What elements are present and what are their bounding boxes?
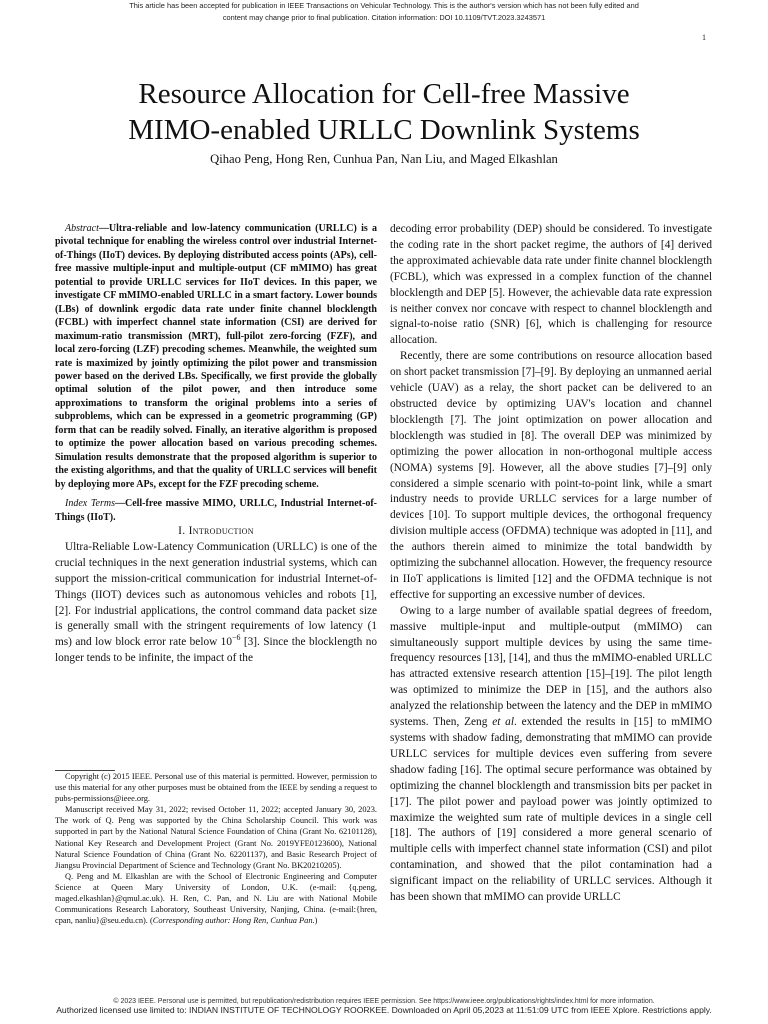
intro-paragraph-text: Ultra-Reliable Low-Latency Communication (URLLC) is one of the crucial techniques in the next generation industrial systems, which can support the mission-critical communication for industrial Internet-of-Things (IIOT) devices such as autonomous vehicles and robots [1], [2]. For industrial applications, the control command data packet size is generally small with the stringent requirements of low latency (1 ms) and low block error rate below 10 bbox=[55, 540, 377, 649]
body-paragraph-3-text-end: . extended the results in [15] to mMIMO systems with shadow fading, demonstrating that mMIMO can provide URLLC services for multiple devices even suffering from severe shadow fading [16]. The optimal secure performance was obtained by optimizing the channel blocklength and transmission bits per packet in [17]. The pilot power and payload power was jointly optimized to maximize the weighted sum rate of multiple devices in a single cell [18]. The authors of [19] considered a more general scenario of multiple cells with imperfect channel state information (CSI) and pilot contamination, and showed that the pilot contamination had a significant impact on the reliability of URLLC services. Although it has been shown that mMIMO can provide URLLC bbox=[390, 716, 712, 904]
publication-notice-line1: This article has been accepted for publication in IEEE Transactions on Vehicular Technology. This is the author's version which has not been fully edited and bbox=[129, 1, 639, 10]
paper-title-line2: MIMO-enabled URLLC Downlink Systems bbox=[128, 114, 640, 146]
publication-notice-line2: content may change prior to final publication. Citation information: DOI 10.1109/TVT.2023.3243571 bbox=[222, 13, 546, 22]
footnote-copyright: Copyright (c) 2015 IEEE. Personal use of this material is permitted. However, permission to use this material for any other purposes must be obtained from the IEEE by sending a request to pubs-permissions@ieee.org. bbox=[55, 772, 377, 804]
license-notice: Authorized licensed use limited to: INDIAN INSTITUTE OF TECHNOLOGY ROORKEE. Downloaded on April 05,2023 at 11:51:09 UTC from IEEE Xplore. Restrictions apply. bbox=[56, 1005, 712, 1015]
footnote-manuscript: Manuscript received May 31, 2022; revised October 11, 2022; accepted January 30, 2023. The work of Q. Peng was supported by the China Scholarship Council. This work was supported in part by the National Natural Science Foundation of China (Grant No. 62101128), National Key Research and Development Project (Grant No. 2019YFE0123600), National Natural Science Foundation of China (Grant No. 62201137), and Basic Research Project of Jiangsu Provincial Department of Science and Technology (Grant No. BK20210205). bbox=[55, 805, 377, 870]
index-terms bbox=[55, 497, 377, 524]
body-paragraph-3-text: Owing to a large number of available spatial degrees of freedom, massive multiple-input and multiple-output (mMIMO) can simultaneously support multiple devices by using the same time-frequency resources [13], [14], and thus the mMIMO-enabled URLLC has attracted extensive research attention [15]–[19]. The pilot length was optimized to minimize the DEP in [15], and the authors also analyzed the relationship between the latency and the DEP in mMIMO systems. Then, Zeng bbox=[390, 604, 712, 729]
et-al: et al bbox=[492, 716, 514, 729]
publication-notice bbox=[0, 0, 768, 24]
right-column bbox=[390, 222, 712, 906]
intro-paragraph-text-end: [3]. Since the blocklength no longer tends to be infinite, the impact of the bbox=[55, 636, 377, 665]
corresponding-author: Corresponding author: Hong Ren, Cunhua Pan. bbox=[152, 916, 315, 926]
footnotes bbox=[55, 770, 377, 926]
left-column bbox=[55, 222, 377, 667]
footnote-affiliations-close: ) bbox=[314, 916, 318, 926]
exponent: −6 bbox=[231, 633, 241, 643]
intro-paragraph bbox=[55, 540, 377, 667]
index-terms-lead: Index Terms bbox=[65, 498, 115, 510]
body-paragraph-1: decoding error probability (DEP) should be considered. To investigate the coding rate in the short packet regime, the authors of [4] derived the approximated achievable data rate under finite channel blocklength (FCBL), which was expressed in a complex function of the channel blocklength and DEP [5]. However, the achievable data rate expression is neither convex nor concave with respect to channel blocklength and signal-to-noise ratio (SNR) [6], which is challenging for resource allocation. bbox=[390, 223, 712, 347]
paper-title bbox=[0, 76, 768, 148]
body-paragraph-3 bbox=[390, 604, 712, 906]
copyright-notice: © 2023 IEEE. Personal use is permitted, but republication/redistribution requires IEEE permission. See https://www.ieee.org/publications/rights/index.html for more information. bbox=[113, 998, 655, 1005]
footnote-affiliations bbox=[55, 871, 377, 926]
paper-title-line1: Resource Allocation for Cell-free Massive bbox=[138, 78, 630, 110]
author-list: Qihao Peng, Hong Ren, Cunhua Pan, Nan Liu, and Maged Elkashlan bbox=[210, 152, 558, 166]
abstract-text: —Ultra-reliable and low-latency communication (URLLC) is a pivotal technique for enabling the wireless control over industrial Internet-of-Things (IIoT) devices. By deploying distributed access points (APs), cell-free massive multiple-input and multiple-output (CF mMIMO) has great potential to provide URLLC services for IIoT devices. In this paper, we investigate CF mMIMO-enabled URLLC in a smart factory. Lower bounds (LBs) of downlink ergodic data rate under finite channel blocklength (FCBL) with imperfect channel state information (CSI) are derived for maximum-ratio transmission (MRT), full-pilot zero-forcing (FZF), and local zero-forcing (LZF) precoding schemes. Meanwhile, the weighted sum rate is maximized by jointly optimizing the pilot power and transmission power based on the derived LBs. Specifically, we first provide the globally optimal solution of the pilot power, and then introduce some approximations to transform the original problems into a series of subproblems, which can be expressed in a geometric programming (GP) form that can be readily solved. Finally, an iterative algorithm is proposed to optimize the power allocation based on various precoding schemes. Simulation results demonstrate that the proposed algorithm is superior to the existing algorithms, and that the quality of URLLC services will benefit by deploying more APs, except for the FZF precoding scheme. bbox=[55, 223, 377, 490]
section-heading-introduction: I. Introduction bbox=[178, 524, 254, 537]
body-paragraph-2: Recently, there are some contributions on resource allocation based on short packet transmission [7]–[9]. By deploying an unmanned aerial vehicle (UAV) as a relay, the short packet can be delivered to an obstructed device by optimizing UAV's location and channel blocklength [7]. The joint optimization on power allocation and blocklength was studied in [8]. The overall DEP was minimized by optimizing the power allocation in non-orthogonal multiple access (NOMA) systems [9]. However, all the above studies [7]–[9] only considered a simple scenario with point-to-point link, while a smart industry needs to provide URLLC services for a large number of devices [10]. To support multiple devices, the orthogonal frequency division multiple access (OFDMA) technique was adopted in [11], and the authors therein aimed to minimize the total bandwidth by optimizing the subchannel allocation. However, the frequency resource in IIoT applications is limited [12] and the OFDMA technique is not effective for supporting an excessive number of devices. bbox=[390, 350, 712, 601]
abstract-lead: Abstract bbox=[65, 223, 99, 234]
page-number: 1 bbox=[702, 33, 706, 42]
index-terms-text: —Cell-free massive MIMO, URLLC, Industrial Internet-of-Things (IIoT). bbox=[55, 498, 377, 523]
abstract bbox=[55, 222, 377, 491]
footnote-affiliations-text: Q. Peng and M. Elkashlan are with the School of Electronic Engineering and Computer Science at Queen Mary University of London, U.K. (e-mail: {q.peng, maged.elkashlan}@qmul.ac.uk). H. Ren, C. Pan, and N. Liu are with National Mobile Communications Research Laboratory, Southeast University, Nanjing, China. (e-mail:{hren, cpan, nanliu}@seu.edu.cn). ( bbox=[55, 871, 377, 926]
